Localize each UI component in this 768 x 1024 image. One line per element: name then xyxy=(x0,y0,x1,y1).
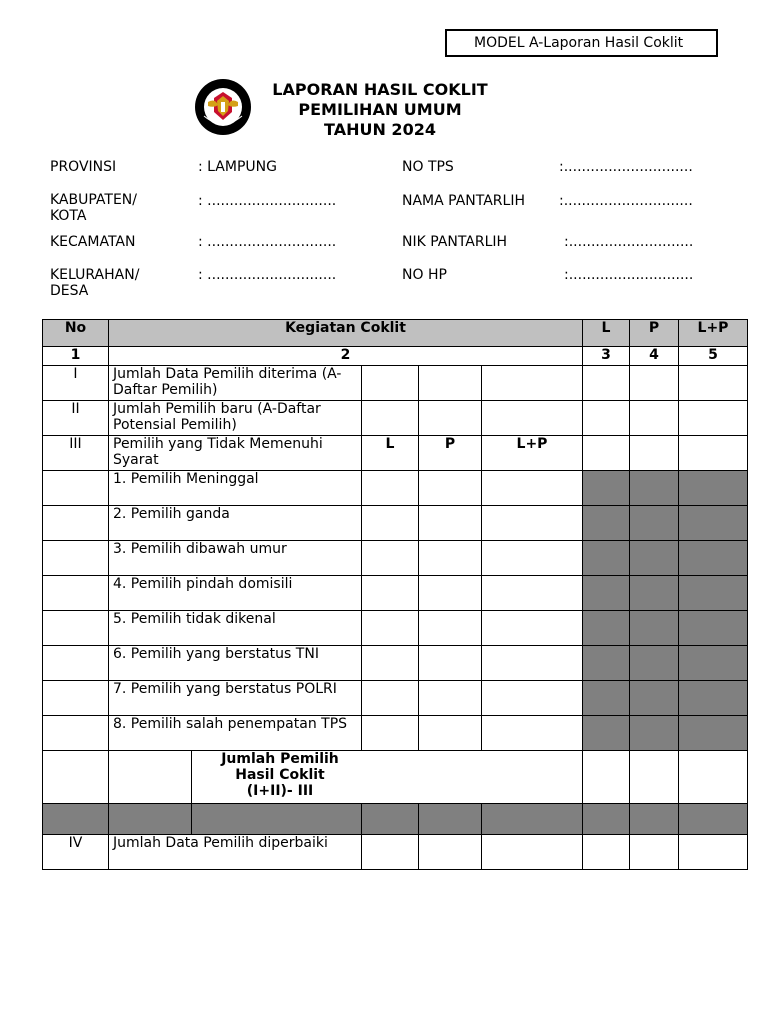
input-cell[interactable] xyxy=(482,366,583,401)
input-cell[interactable] xyxy=(630,401,679,436)
value-kecamatan: : ............................. xyxy=(198,234,337,250)
input-cell[interactable] xyxy=(630,366,679,401)
sub-row-text: 3. Pemilih dibawah umur xyxy=(109,541,362,576)
input-cell[interactable] xyxy=(419,506,482,541)
shaded-cell xyxy=(679,716,748,751)
shaded-row xyxy=(43,804,748,835)
table-row xyxy=(43,716,748,751)
input-cell[interactable] xyxy=(362,366,419,401)
jumlah-label: Jumlah Pemilih Hasil Coklit (I+II)- III xyxy=(221,751,339,799)
input-cell[interactable] xyxy=(362,541,419,576)
shaded-cell xyxy=(630,576,679,611)
table-row xyxy=(43,751,748,804)
input-cell[interactable] xyxy=(482,576,583,611)
header-lp: L+P xyxy=(679,320,748,347)
row-text: Jumlah Data Pemilih diperbaiki xyxy=(109,835,362,870)
table-row xyxy=(43,611,748,646)
shaded-cell xyxy=(679,681,748,716)
header-no: No xyxy=(43,320,109,347)
page-title xyxy=(255,80,505,140)
input-cell[interactable] xyxy=(482,401,583,436)
colnum-1: 1 xyxy=(43,347,109,366)
sub-row-text: 7. Pemilih yang berstatus POLRI xyxy=(109,681,362,716)
sub-row-text: 8. Pemilih salah penempatan TPS xyxy=(109,716,362,751)
shaded-cell xyxy=(679,576,748,611)
shaded-cell xyxy=(630,681,679,716)
input-cell[interactable] xyxy=(419,716,482,751)
sub-row-text: 1. Pemilih Meninggal xyxy=(109,471,362,506)
input-cell[interactable] xyxy=(419,646,482,681)
coklit-table xyxy=(42,319,748,870)
colnum-4: 4 xyxy=(630,347,679,366)
input-cell[interactable] xyxy=(630,436,679,471)
row-text: Pemilih yang Tidak Memenuhi Syarat xyxy=(109,436,362,471)
shaded-cell xyxy=(583,506,630,541)
shaded-cell xyxy=(583,681,630,716)
label-nama-pantarlih: NAMA PANTARLIH xyxy=(402,193,525,209)
table-row xyxy=(43,471,748,506)
sub-row-text: 2. Pemilih ganda xyxy=(109,506,362,541)
input-cell[interactable] xyxy=(482,716,583,751)
colnum-2: 2 xyxy=(109,347,583,366)
shaded-cell xyxy=(630,471,679,506)
label-kelurahan: KELURAHAN/ DESA xyxy=(50,267,140,299)
input-cell[interactable] xyxy=(362,835,419,870)
shaded-cell xyxy=(583,716,630,751)
table-row xyxy=(43,835,748,870)
value-kabupaten: : ............................. xyxy=(198,193,337,209)
input-cell[interactable] xyxy=(419,576,482,611)
value-nama-pantarlih: :............................. xyxy=(559,193,693,209)
model-label: MODEL A-Laporan Hasil Coklit xyxy=(474,35,684,51)
row-no: II xyxy=(43,401,109,436)
header-row xyxy=(43,320,748,347)
input-cell[interactable] xyxy=(583,835,630,870)
table-row xyxy=(43,401,748,436)
label-kecamatan: KECAMATAN xyxy=(50,234,136,250)
input-cell[interactable] xyxy=(419,681,482,716)
input-cell[interactable] xyxy=(419,541,482,576)
table-row xyxy=(43,366,748,401)
input-cell[interactable] xyxy=(679,436,748,471)
table-row xyxy=(43,541,748,576)
input-cell[interactable] xyxy=(362,681,419,716)
header-kegiatan: Kegiatan Coklit xyxy=(109,320,583,347)
label-kabupaten: KABUPATEN/ KOTA xyxy=(50,192,137,224)
input-cell[interactable] xyxy=(583,401,630,436)
kpu-logo xyxy=(194,78,252,136)
row-text: Jumlah Data Pemilih diterima (A-Daftar Pemilih) xyxy=(109,366,362,401)
input-cell[interactable] xyxy=(419,366,482,401)
subheader-lp: L+P xyxy=(482,436,583,471)
value-no-hp: :............................ xyxy=(564,267,694,283)
input-cell[interactable] xyxy=(679,366,748,401)
sub-row-text: 5. Pemilih tidak dikenal xyxy=(109,611,362,646)
shaded-cell xyxy=(630,646,679,681)
value-kelurahan: : ............................. xyxy=(198,267,337,283)
header-p: P xyxy=(630,320,679,347)
value-nik-pantarlih: :............................ xyxy=(564,234,694,250)
shaded-cell xyxy=(583,611,630,646)
input-cell[interactable] xyxy=(362,471,419,506)
row-no: I xyxy=(43,366,109,401)
input-cell[interactable] xyxy=(419,611,482,646)
title-line-1: LAPORAN HASIL COKLIT xyxy=(272,80,488,99)
shaded-cell xyxy=(583,471,630,506)
input-cell[interactable] xyxy=(482,506,583,541)
input-cell[interactable] xyxy=(583,436,630,471)
input-cell[interactable] xyxy=(362,506,419,541)
shaded-cell xyxy=(583,646,630,681)
input-cell[interactable] xyxy=(630,751,679,804)
table-row xyxy=(43,576,748,611)
input-cell[interactable] xyxy=(679,401,748,436)
input-cell[interactable] xyxy=(482,471,583,506)
shaded-cell xyxy=(679,471,748,506)
sub-row-text: 6. Pemilih yang berstatus TNI xyxy=(109,646,362,681)
shaded-cell xyxy=(583,541,630,576)
label-no-tps: NO TPS xyxy=(402,159,454,175)
input-cell[interactable] xyxy=(482,646,583,681)
row-no: III xyxy=(43,436,109,471)
title-line-2: PEMILIHAN UMUM xyxy=(298,100,462,119)
table-row xyxy=(43,506,748,541)
input-cell[interactable] xyxy=(583,366,630,401)
colnum-3: 3 xyxy=(583,347,630,366)
input-cell[interactable] xyxy=(362,646,419,681)
subheader-l: L xyxy=(362,436,419,471)
model-label-box xyxy=(445,29,718,57)
table-row xyxy=(43,646,748,681)
table-row xyxy=(43,436,748,471)
value-provinsi: : LAMPUNG xyxy=(198,159,277,175)
input-cell[interactable] xyxy=(362,576,419,611)
input-cell[interactable] xyxy=(482,611,583,646)
colnum-5: 5 xyxy=(679,347,748,366)
label-nik-pantarlih: NIK PANTARLIH xyxy=(402,234,508,250)
input-cell[interactable] xyxy=(583,751,630,804)
input-cell[interactable] xyxy=(482,835,583,870)
shaded-cell xyxy=(630,716,679,751)
shaded-cell xyxy=(679,646,748,681)
sub-row-text: 4. Pemilih pindah domisili xyxy=(109,576,362,611)
input-cell[interactable] xyxy=(482,681,583,716)
input-cell[interactable] xyxy=(482,541,583,576)
column-number-row xyxy=(43,347,748,366)
header-l: L xyxy=(583,320,630,347)
shaded-cell xyxy=(630,506,679,541)
input-cell[interactable] xyxy=(419,401,482,436)
input-cell[interactable] xyxy=(630,835,679,870)
label-no-hp: NO HP xyxy=(402,267,447,283)
input-cell[interactable] xyxy=(362,401,419,436)
input-cell[interactable] xyxy=(362,611,419,646)
label-provinsi: PROVINSI xyxy=(50,159,117,175)
table-row xyxy=(43,681,748,716)
input-cell[interactable] xyxy=(419,835,482,870)
row-no: IV xyxy=(43,835,109,870)
shaded-cell xyxy=(583,576,630,611)
input-cell[interactable] xyxy=(419,471,482,506)
input-cell[interactable] xyxy=(362,716,419,751)
shaded-cell xyxy=(679,506,748,541)
value-no-tps: :............................. xyxy=(559,159,693,175)
shaded-cell xyxy=(679,611,748,646)
title-line-3: TAHUN 2024 xyxy=(324,120,436,139)
input-cell[interactable] xyxy=(679,835,748,870)
shaded-cell xyxy=(630,611,679,646)
shaded-cell xyxy=(679,541,748,576)
shaded-cell xyxy=(630,541,679,576)
input-cell[interactable] xyxy=(679,751,748,804)
subheader-p: P xyxy=(419,436,482,471)
row-text: Jumlah Pemilih baru (A-Daftar Potensial Pemilih) xyxy=(109,401,362,436)
